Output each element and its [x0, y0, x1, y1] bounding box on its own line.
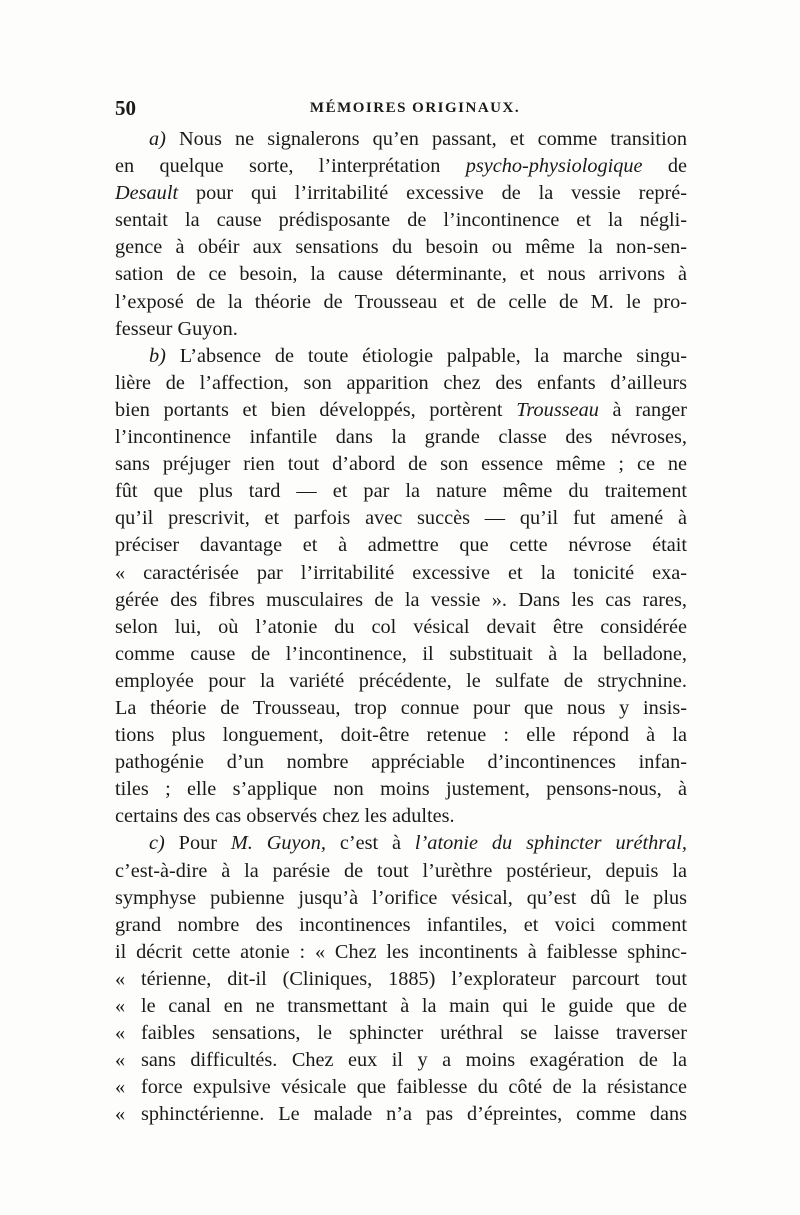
para-b-line: fût que plus tard — et par la nature même du traitement [115, 480, 687, 503]
para-b-line: pathogénie d’un nombre appréciable d’incontinences infan- [115, 751, 687, 774]
body-text [115, 126, 687, 1128]
para-a-line: sation de ce besoin, la cause déterminante, et nous arrivons à [115, 263, 687, 286]
quote-mark: « [115, 995, 126, 1017]
para-a-line: Desault pour qui l’irritabilité excessive de la vessie repré- [115, 182, 687, 205]
para-c-label: c) [149, 832, 165, 855]
para-b-line: préciser davantage et à admettre que cette névrose était [115, 534, 687, 557]
para-b-line: La théorie de Trousseau, trop connue pour que nous y insis- [115, 696, 687, 719]
running-head: MÉMOIRES ORIGINAUX. [309, 100, 521, 116]
quote-line: « sans difficultés. Chez eux il y a moins exagération de la [115, 1047, 687, 1074]
para-a-label: a) [149, 128, 166, 150]
para-a-line: fesseur Guyon. [115, 317, 238, 340]
para-b-label: b) [149, 344, 166, 367]
para-a-line: a) Nous ne signalerons qu’en passant, et comme transition [149, 128, 687, 150]
quote-mark: « [115, 1022, 126, 1045]
para-b-line: sans préjuger rien tout d’abord de son essence même ; ce ne [115, 453, 687, 476]
para-b-line: b) L’absence de toute étiologie palpable, la marche singu- [149, 344, 687, 367]
para-a-line: sentait la cause prédisposante de l’incontinence et la négli- [115, 209, 687, 232]
quote-mark: « [115, 1103, 126, 1126]
quote-mark: « [115, 1076, 126, 1099]
para-b-line: gérée des fibres musculaires de la vessie ». Dans les cas rares, [115, 588, 687, 611]
quote-mark: « [115, 1049, 126, 1072]
para-a-line: gence à obéir aux sensations du besoin ou même la non-sen- [115, 236, 687, 259]
quote-line: « le canal en ne transmettant à la main qui le guide que de [115, 993, 687, 1020]
para-c-line: il décrit cette atonie : « Chez les incontinents à faiblesse sphinc- [115, 940, 687, 963]
para-b-line: tions plus longuement, doit-être retenue : elle répond à la [115, 724, 687, 747]
para-b-line: l’incontinence infantile dans la grande classe des névroses, [115, 426, 687, 449]
para-b-line: lière de l’affection, son apparition chez des enfants d’ailleurs [115, 371, 687, 394]
para-c-line: c) Pour M. Guyon, c’est à l’atonie du sphincter uréthral, [149, 832, 688, 855]
quote-line: « térienne, dit-il (Cliniques, 1885) l’explorateur parcourt tout [115, 966, 687, 993]
para-b-line: comme cause de l’incontinence, il substituait à la belladone, [115, 642, 687, 665]
para-b-line: qu’il prescrivit, et parfois avec succès — qu’il fut amené à [115, 507, 687, 530]
para-c-line: c’est-à-dire à la parésie de tout l’urèthre postérieur, depuis la [115, 859, 687, 882]
para-b-line: « caractérisée par l’irritabilité excessive et la tonicité exa- [115, 561, 687, 584]
para-b-line: certains des cas observés chez les adultes. [115, 805, 455, 828]
para-c-line: grand nombre des incontinences infantiles, et voici comment [115, 913, 687, 936]
quote-line: « sphinctérienne. Le malade n’a pas d’épreintes, comme dans [115, 1101, 687, 1128]
quote-mark: « [115, 967, 126, 990]
para-b-line: selon lui, où l’atonie du col vésical devait être considérée [115, 615, 687, 638]
page-number: 50 [115, 96, 136, 120]
para-b-line: bien portants et bien développés, portèrent Trousseau à ranger [115, 398, 687, 421]
quote-line: « force expulsive vésicale que faiblesse du côté de la résistance [115, 1074, 687, 1101]
para-a-line: en quelque sorte, l’interprétation psycho-physiologique de [115, 155, 688, 178]
para-b-line: employée pour la variété précédente, le sulfate de strychnine. [115, 669, 687, 692]
para-b-line: tiles ; elle s’applique non moins justement, pensons-nous, à [115, 778, 687, 801]
para-a-line: l’exposé de la théorie de Trousseau et de celle de M. le pro- [115, 290, 687, 313]
quote-line: « faibles sensations, le sphincter uréthral se laisse traverser [115, 1020, 687, 1047]
page-header [115, 96, 685, 126]
para-c-line: symphyse pubienne jusqu’à l’orifice vésical, qu’est dû le plus [115, 886, 687, 909]
